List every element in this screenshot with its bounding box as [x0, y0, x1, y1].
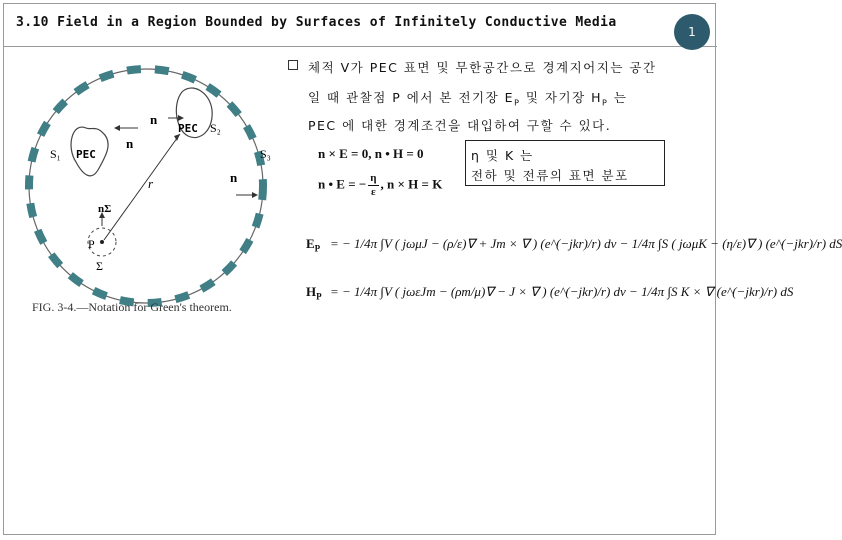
point-p	[100, 240, 104, 244]
label-s2: S₂	[210, 121, 221, 135]
note-line-2: 전하 및 전류의 표면 분포	[471, 168, 629, 183]
eta-over-epsilon	[368, 172, 378, 199]
label-p: P	[88, 237, 95, 251]
label-s3: S₃	[260, 147, 271, 161]
bullet-line-2-sub-ep: P	[514, 98, 521, 108]
label-pec-left: PEC	[76, 148, 96, 161]
label-n-s3: n	[230, 170, 238, 185]
normal-arrowhead-s2	[178, 115, 184, 121]
boundary-eq-2b: , n × H = K	[380, 176, 443, 192]
label-n-sigma: nΣ	[98, 203, 112, 215]
normal-arrowhead-s1	[114, 125, 120, 131]
normal-arrowhead-s3	[252, 192, 258, 198]
bullet-line-2-text-b: 및 자기장 H	[520, 90, 603, 105]
slide-title: 3.10 Field in a Region Bounded by Surfaces of Infinitely Conductive Media	[16, 15, 617, 30]
vector-r-arrowhead	[174, 134, 180, 141]
label-pec-upper: PEC	[178, 122, 198, 135]
bullet-line-2-sub-hp: P	[602, 98, 609, 108]
outer-dashed-boundary	[29, 69, 263, 303]
hp-subscript: P	[316, 291, 322, 302]
label-n-s1: n	[126, 136, 134, 151]
ep-equation: = − 1/4π ∫V ( jωμJ − (ρ/ε)∇ + Jm × ∇ ) (e^(−jkr)/r) dv − 1/4π ∫S ( jωμK − (η/ε)∇ ) (e^(−jkr)/r) dS	[330, 236, 842, 251]
page-number-badge: 1	[674, 14, 710, 50]
figure-caption: FIG. 3-4.—Notation for Green's theorem.	[32, 300, 232, 314]
bullet-line-2-text: 일 때 관찰점 P 에서 본 전기장 E	[308, 90, 515, 105]
boundary-eq-2	[318, 172, 442, 199]
hp-symbol: H	[306, 284, 317, 299]
green-theorem-figure	[14, 52, 284, 332]
ep-symbol: E	[306, 236, 315, 251]
label-sigma: Σ	[96, 259, 103, 273]
label-n-s2: n	[150, 112, 158, 127]
bullet-line-1: 체적 V가 PEC 표면 및 무한공간으로 경계지어지는 공간	[308, 60, 657, 75]
bullet-marker	[288, 60, 298, 70]
bullet-line-3: PEC 에 대한 경계조건을 대입하여 구할 수 있다.	[308, 118, 612, 133]
ep-lhs	[306, 236, 320, 254]
label-s1: S₁	[50, 147, 61, 161]
hp-equation: = − 1/4π ∫V ( jωεJm − (ρm/μ)∇ − J × ∇ ) (e^(−jkr)/r) dv − 1/4π ∫S K × ∇ (e^(−jkr)/r) dS	[330, 284, 794, 299]
eta-num: η	[370, 172, 377, 184]
vector-r	[104, 134, 180, 240]
hp-lhs	[306, 284, 322, 302]
label-r: r	[148, 176, 154, 191]
boundary-eq-2a: n • E = −	[318, 176, 367, 192]
bullet-line-2	[308, 88, 627, 108]
ep-subscript: P	[314, 243, 321, 254]
epsilon-den: ε	[371, 186, 376, 198]
boundary-eq-1: n × E = 0, n • H = 0	[318, 146, 424, 161]
note-line-1: η 및 K 는	[471, 148, 534, 163]
bullet-line-2-text-c: 는	[608, 90, 628, 105]
title-divider	[3, 46, 717, 47]
